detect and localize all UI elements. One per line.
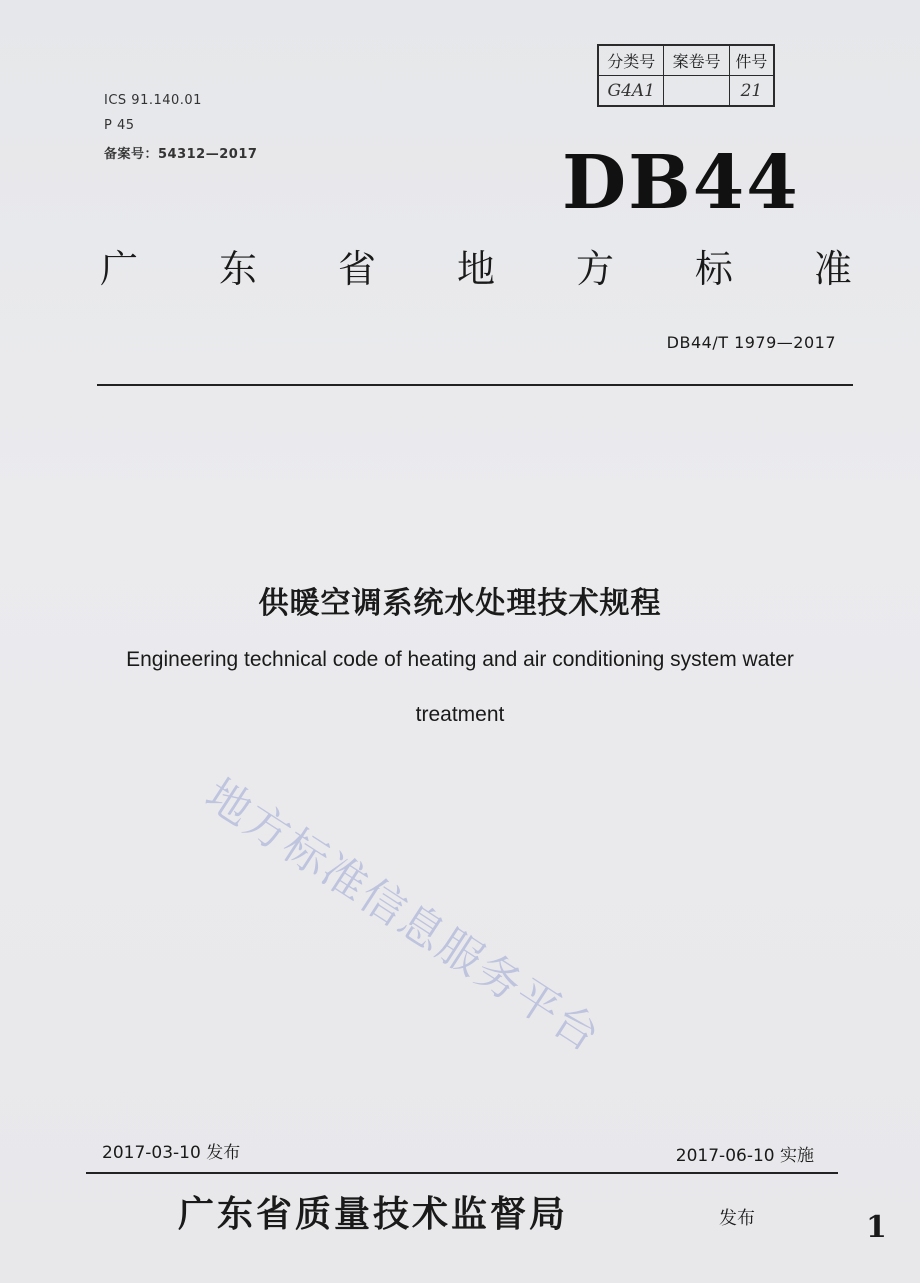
stamp-value-item: 21 bbox=[729, 76, 774, 107]
standard-type-char: 准 bbox=[813, 247, 852, 291]
db44-logo: DB44 bbox=[562, 140, 800, 226]
issuer-name: 广东省质量技术监督局 bbox=[178, 1193, 569, 1235]
standard-type-char: 地 bbox=[456, 247, 495, 291]
document-title-en-line1: Engineering technical code of heating and air conditioning system water bbox=[126, 648, 794, 671]
page-number: 1 bbox=[866, 1210, 887, 1245]
stamp-header-category: 分类号 bbox=[598, 45, 664, 76]
standard-number: DB44/T 1979—2017 bbox=[666, 333, 836, 352]
bottom-divider bbox=[86, 1172, 838, 1174]
standard-type-char: 东 bbox=[218, 247, 257, 291]
stamp-value-category: G4A1 bbox=[598, 76, 664, 107]
stamp-value-file bbox=[664, 76, 729, 107]
record-number: 备案号：54312—2017 bbox=[104, 147, 258, 162]
standard-type-char: 方 bbox=[575, 247, 614, 291]
watermark: 地方标准信息服务平台 bbox=[196, 769, 610, 1063]
standard-type-char: 标 bbox=[694, 247, 733, 291]
document-title-en-line2: treatment bbox=[415, 703, 505, 726]
issuer-suffix: 发布 bbox=[719, 1208, 755, 1229]
standard-type-char: 省 bbox=[337, 247, 376, 291]
standard-type-char: 广 bbox=[100, 247, 139, 291]
effective-date: 2017-06-10 实施 bbox=[675, 1146, 814, 1166]
top-divider bbox=[97, 384, 853, 386]
stamp-header-file: 案卷号 bbox=[664, 45, 729, 76]
standard-type-heading bbox=[100, 238, 852, 293]
stamp-header-item: 件号 bbox=[729, 45, 774, 76]
ccs-code: P 45 bbox=[104, 118, 135, 133]
ics-code: ICS 91.140.01 bbox=[104, 93, 202, 108]
document-title-cn: 供暖空调系统水处理技术规程 bbox=[258, 586, 662, 621]
archive-stamp bbox=[597, 44, 775, 107]
publish-date: 2017-03-10 发布 bbox=[102, 1143, 241, 1163]
